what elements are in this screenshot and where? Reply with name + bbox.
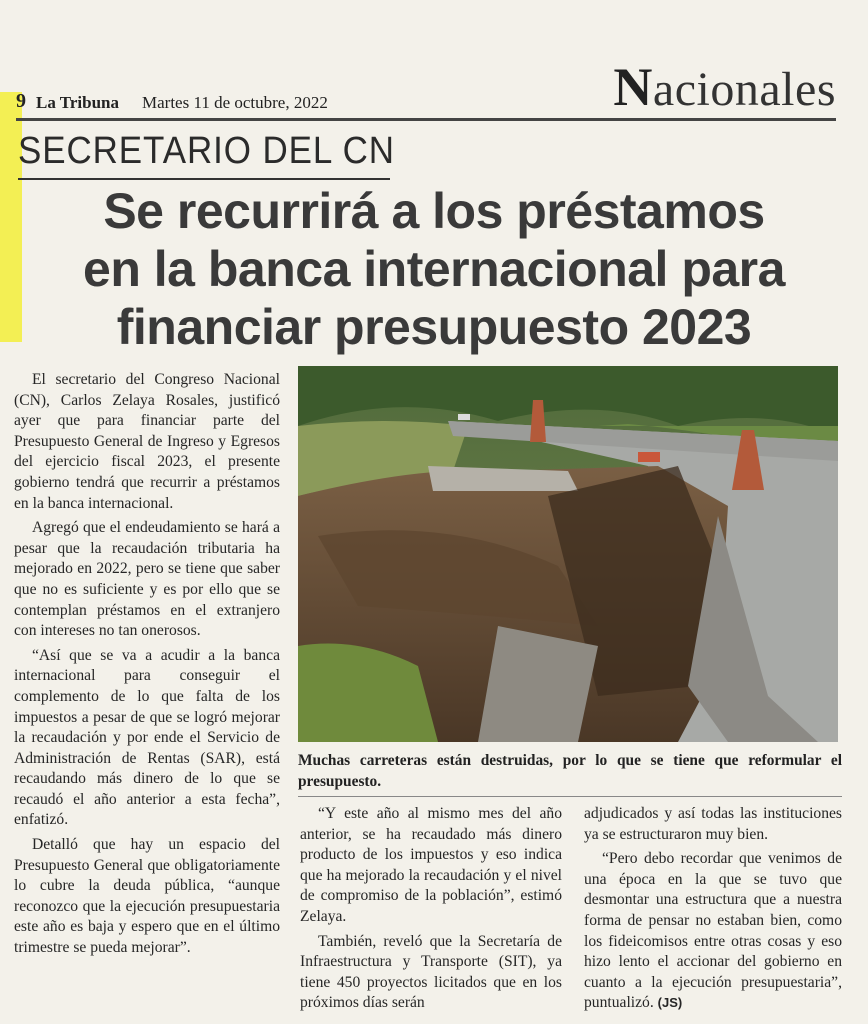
- headline-line: financiar presupuesto 2023: [116, 299, 752, 355]
- caption-rule: [298, 796, 842, 797]
- header-rule: [16, 118, 836, 121]
- page-header: [16, 57, 836, 117]
- body-column-right: [584, 804, 842, 1018]
- body-paragraph: Agregó que el endeudamiento se hará a pesar que la recaudación tributaria ha mejorado en 2022, pero se tiene que saber que no es suficiente y es por ello que se contemplan préstamos en el extranjero con intereses no tan onerosos.: [14, 519, 280, 640]
- body-paragraph: “Y este año al mismo mes del año anterior, se ha recaudado más dinero producto de los impuestos y eso indica que ha mejorado la recaudación y el nivel de compromiso de la población”, estimó Zelaya.: [300, 805, 562, 925]
- section-title: [613, 56, 836, 118]
- paper-name: La Tribuna: [36, 93, 119, 112]
- road-damage-photo: [298, 366, 838, 742]
- author-initials: (JS): [657, 995, 683, 1011]
- kicker-underline: [18, 178, 390, 180]
- body-paragraph: “Así que se va a acudir a la banca internacional para conseguir el complemento de lo que falta de los impuestos a pesar de que se logró mejorar la recaudación y por ende el Servicio de Administración de Rentas (SAR), está recaudando más dinero de lo que se recaudó el año anterior a esta fecha”, enfatizó.: [14, 646, 280, 829]
- page-number: 9: [16, 90, 26, 112]
- section-title-rest: acionales: [652, 63, 836, 116]
- photo-illustration: [298, 366, 838, 742]
- article-headline: [14, 182, 854, 356]
- headline-line: Se recurrirá a los préstamos: [103, 183, 765, 239]
- photo-caption: Muchas carreteras están destruidas, por lo que se tiene que reformular el presupuesto.: [298, 752, 842, 790]
- issue-date: Martes 11 de octubre, 2022: [142, 93, 328, 112]
- body-paragraph: adjudicados y así todas las instituciones ya se estructuraron muy bien.: [584, 805, 842, 843]
- final-paragraph-text: “Pero debo recordar que venimos de una época en la que se tuvo que desmontar una estructura que a nuestra forma de pensar no estaban bien, como los fideicomisos entre otras cosas y eso hizo lento el accionar del gobierno en cuanto a la ejecución presupuestaria”, puntualizó.: [584, 850, 842, 1012]
- body-column-middle: [300, 804, 562, 1018]
- body-paragraph: El secretario del Congreso Nacional (CN), Carlos Zelaya Rosales, justificó ayer que para financiar parte del Presupuesto General de Ingreso y Egresos del ejercicio fiscal 2023, el presente gobierno tendrá que recurrir a préstamos en la banca internacional.: [14, 371, 280, 512]
- section-title-initial: N: [613, 57, 653, 117]
- body-paragraph: También, reveló que la Secretaría de Infraestructura y Transporte (SIT), ya tiene 450 proyectos licitados que en los próximos días serán: [300, 932, 562, 1012]
- body-column-left: [14, 370, 280, 963]
- headline-line: en la banca internacional para: [83, 241, 785, 297]
- body-paragraph-final: [584, 849, 842, 1014]
- article-kicker: SECRETARIO DEL CN: [18, 130, 395, 172]
- body-paragraph: Detalló que hay un espacio del Presupuesto General que obligatoriamente lo cubre la deuda pública, “aunque reconozco que la ejecución presupuestaria este año es baja y espero que en el último trimestre se pueda mejorar”.: [14, 836, 280, 957]
